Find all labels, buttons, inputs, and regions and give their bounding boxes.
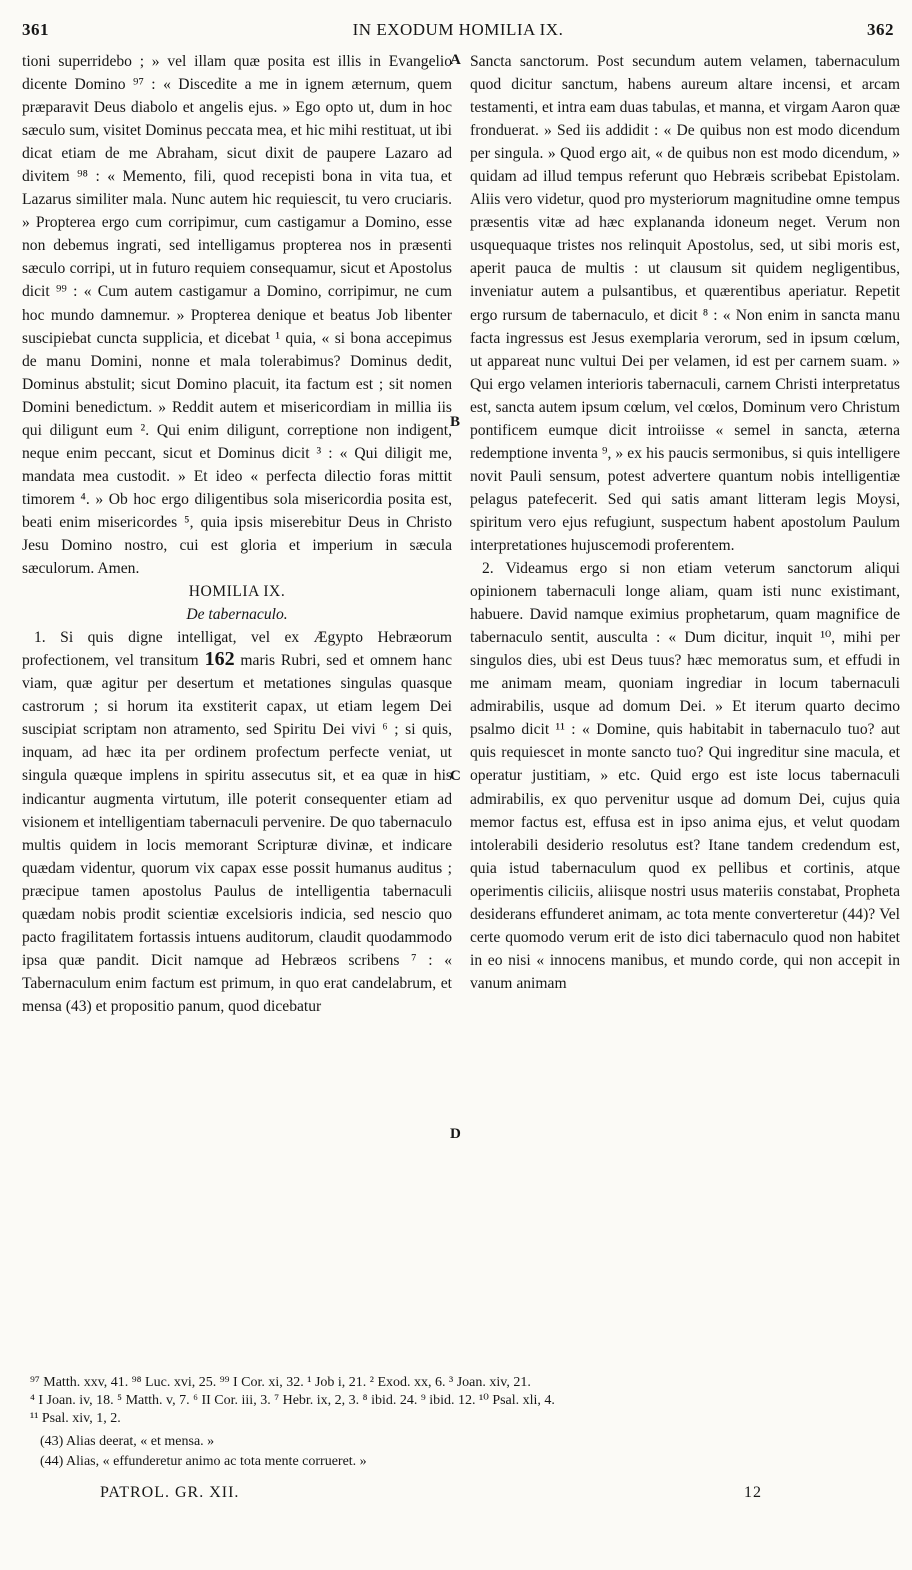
section-marker-a: A — [450, 52, 461, 68]
footer-source: PATROL. GR. XII. — [100, 1484, 240, 1501]
section-marker-b: B — [450, 414, 461, 430]
footnotes — [30, 1374, 900, 1428]
page-number-right: 362 — [867, 20, 894, 39]
footer-signature: 12 — [744, 1484, 762, 1501]
footnote-line: ⁹⁷ Matth. xxv, 41. ⁹⁸ Luc. xvi, 25. ⁹⁹ I Cor. xi, 32. ¹ Job i, 21. ² Exod. xx, 6. ³ Joan. xiv, 21. — [30, 1375, 531, 1390]
left-paragraph-2-rest: maris Rubri, sed et omnem hanc viam, quæ agitur per desertum et metationes singulas quasque castrorum ; si horum ita exstiterit capax, ut etiam legem Dei suscipiat scriptam non atramento, sed Spiritu Dei vivi ⁶ ; si quis, inquam, ad hæc ita per ordinem profectum perfecte veniat, ut singula quæque implens in spiritu assecutus sit, et ea quæ in his indicantur augmenta virtutum, ille poterit consequenter etiam ad visionem et intelligentiam tabernaculi pervenire. De quo tabernaculo multis quidem in locis memorant Scripturæ divinæ, et indicare quædam videntur, quorum vix capax esse possit humanus auditus ; præcipue tamen apostolus Paulus de intelligentia tabernaculi quædam nobis prodit scientiæ excelsioris indicia, sed nescio quo pacto fragilitatem fortassis intuens auditorum, claudit quodammodo ipsa quæ pandit. Dicit namque ad Hebræos scribens ⁷ : « Tabernaculum enim factum est primum, in quo erat candelabrum, et mensa (43) et propositio panum, quod dicebatur — [22, 652, 453, 1015]
left-paragraph-2-start: 1. Si quis digne intelligat, vel ex Ægypto Hebræorum profectionem, vel transitum — [22, 629, 452, 670]
running-title: IN EXODUM HOMILIA IX. — [352, 20, 564, 39]
right-paragraph-2: 2. Videamus ergo si non etiam veterum sanctorum aliqui opinionem tabernaculi longe aliam, quam isti nunc existimant, habuere. David namque eximius prophetarum, quam magnifice de tabernaculo sentit, ausculta : « Dum dicitur, inquit ¹⁰, mihi per singulos dies, ubi est Deus tuus? hæc memoratus sum, et effudi in me animam meam, quoniam ingrediar in locum tabernaculi admirabilis, usque ad domum Dei. » Et iterum quarto decimo psalmo dicit ¹¹ : « Domine, quis habitabit in tabernaculo tuo? aut quis requiescet in monte sancto tuo? Qui ingreditur sine macula, et operatur justitiam, » etc. Quid ergo est iste locus tabernaculi admirabilis, ex quo pervenitur usque ad domum Dei, cujus quia memor factus est, effusa est in ipso anima ejus, et velut quodam intolerabili desiderio resolutus est? Itane tandem credendum est, quia istud tabernaculum quod ex pellibus et cortinis, atque operimentis ciliciis, aliisque nostri usus materiis constabat, Propheta desiderans effunderet animam, ac tota mente converteretur (44)? Vel certe quomodo verum erit de isto dici tabernaculo quod non habitet in eo nisi « innocens manibus, et mundo corde, qui non accepit in vanum animam — [470, 560, 900, 992]
running-head — [22, 20, 894, 42]
homily-title: HOMILIA IX. — [188, 583, 286, 601]
column-number: 162 — [204, 648, 235, 671]
page-number-left: 361 — [22, 20, 49, 39]
variant-note-44: (44) Alias, « effunderetur animo ac tota mente corrueret. » — [40, 1454, 367, 1469]
left-column — [22, 50, 452, 1018]
left-paragraph-1: tioni superridebo ; » vel illam quæ posita est illis in Evangelio dicente Domino ⁹⁷ : « Discedite a me in ignem æternum, quem præparavit Deus diabolo et angelis ejus. » Ego opto ut, dum in hoc sæculo sum, visitet Dominus peccata mea, et hic mihi restituat, ut ibi dicat etiam de me Abraham, sicut dixit de paupere Lazaro ad divitem ⁹⁸ : « Memento, fili, quod recepisti bona in vita tua, et Lazarus similiter mala. Nunc autem hic requiescit, tu vero cruciaris. » Propterea ergo cum corripimur, cum castigamur a Domino, esse non debemus ingrati, sed intelligamus propterea nos in præsenti sæculo corripi, ut in futuro requiem consequamur, sicut et Apostolus dicit ⁹⁹ : « Cum autem castigamur a Domino, corripimur, ne cum hoc mundo damnemur. » Propterea denique et beatus Job libenter suscipiebat cuncta supplicia, et dicebat ¹ quia, « si bona accepimus de manu Domini, nonne et mala tolerabimus? Dominus dedit, Dominus abstulit; sicut Domino placuit, ita factum est ; sit nomen Domini benedictum. » Reddit autem et misericordiam in millia iis qui diligunt eum ². Qui enim diligunt, correptione non indigent, neque enim peccant, sicut et Dominus dicit ³ : « Qui diligit me, mandata mea custodit. » Et ideo « perfecta dilectio foras mittit timorem ⁴. » Ob hoc ergo diligentibus sola misericordia posita est, beati enim misericordes ⁵, quia ipsis miserebitur Deus in Christo Jesu Domino nostro, cui est gloria et imperium in sæcula sæculorum. Amen. — [22, 53, 452, 578]
footnote-line: ¹¹ Psal. xiv, 1, 2. — [30, 1411, 121, 1426]
left-paragraph-2 — [22, 626, 452, 1018]
variant-notes — [40, 1432, 900, 1472]
footnote-line: ⁴ I Joan. iv, 18. ⁵ Matth. v, 7. ⁶ II Cor. iii, 3. ⁷ Hebr. ix, 2, 3. ⁸ ibid. 24. ⁹ ibid. 12. ¹⁰ Psal. xli, 4. — [30, 1393, 555, 1408]
variant-note-43: (43) Alias deerat, « et mensa. » — [40, 1434, 215, 1449]
right-paragraph-1: Sancta sanctorum. Post secundum autem velamen, tabernaculum quod dicitur sanctum, habens aureum altare incensi, et arcam testamenti, et intra eam duas tabulas, et manna, et virgam Aaron quæ fronduerat. » Sed iis addidit : « De quibus non est modo dicendum per singula. » Quod ergo ait, « de quibus non est modo dicendum, » quidam ad illud tempus referunt quo Hebræis scribebat Epistolam. Aliis vero videtur, quod pro mysteriorum magnitudine omne tempus præsentis vitæ ad hæc explananda idoneum neget. Verum non usquequaque tristes nos relinquit Apostolus, sed, ut sibi moris est, aperit pauca de multis : ut clausum sit quidem negligentibus, inveniatur autem a pulsantibus, et quærentibus aperiatur. Repetit ergo rursum de tabernaculo, et dicit ⁸ : « Non enim in sancta manu facta ingressus est Jesus exemplaria verorum, sed in ipsum cœlum, ut appareat nunc vultui Dei per velamen, id est per carnem suam. » Qui ergo velamen interioris tabernaculi, carnem Christi interpretatus est, sancta autem ipsum cœlum, vel cœlos, Dominum vero Christum pontificem eumque dicit introiisse « semel in sancta, æterna redemptione inventa ⁹, » ex his paucis sermonibus, si quis intelligere novit Pauli sensum, potest advertere quantum nobis intelligentiæ pelagus patefecerit. Sed qui satis amant litteram legis Moysi, spiritum vero ejus refugiunt, suspectum habent apostolum Paulum interpretationes hujuscemodi proferentem. — [470, 53, 900, 554]
homily-subtitle: De tabernaculo. — [186, 606, 288, 624]
right-column — [470, 50, 900, 995]
section-marker-c: C — [450, 768, 461, 784]
page-footer — [100, 1484, 762, 1506]
section-marker-d: D — [450, 1126, 461, 1142]
